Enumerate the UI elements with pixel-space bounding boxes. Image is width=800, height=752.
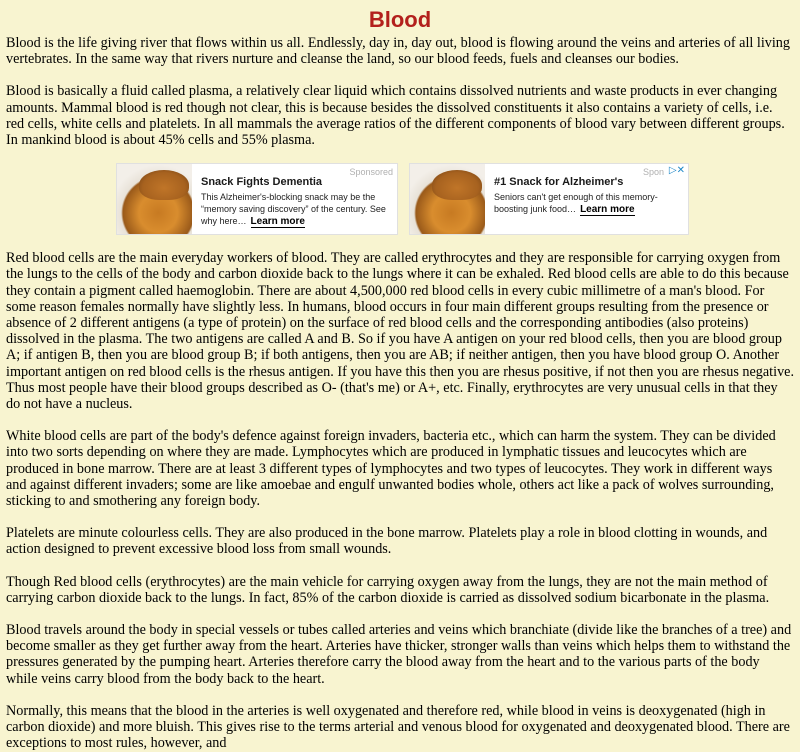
adchoices-icon[interactable]: ▷✕ — [668, 165, 685, 177]
paragraph-platelets: Platelets are minute colourless cells. They are also produced in the bone marrow. Platelets play a role in blood clotting in wounds, and action designed to prevent excessive blood loss from small wounds. — [6, 525, 768, 558]
ad-description-text: This Alzheimer's-blocking snack may be the “memory saving discovery” of the century. See why here… — [201, 192, 386, 227]
paragraph-oxygenation: Normally, this means that the blood in the arteries is well oxygenated and therefore red, while blood in veins is deoxygenated (high in carbon dioxide) and more bluish. This gives rise to the terms arterial and venous blood for oxygenated and deoxygenated blood. There are exceptions to most rules, however, and — [6, 702, 790, 752]
sponsored-label: Spon — [642, 167, 664, 178]
ad-image[interactable] — [410, 164, 485, 234]
paragraph-white-cells: White blood cells are part of the body's defence against foreign invaders, bacteria etc., which can harm the system. They can be divided into two sorts depending on where they are made. Lymphocytes which are produced in lymphatic tissues and leucocytes which are produced in bone marrow. There are at least 3 different types of lymphocytes and two types of leucocytes. They work in different ways and against different invaders; some are like amoebae and engulf unwanted bodies whole, others act like a pack of wolves surrounding, sticking to and smothering any foreign body. — [6, 428, 776, 510]
page — [0, 9, 800, 752]
paragraph-plasma: Blood is basically a fluid called plasma, a relatively clear liquid which contains dissolved nutrients and waste products in ever changing amounts. Mammal blood is red though not clear, this is because besides the dissolved constituents it also contains a variety of cells, i.e. red cells, white cells and platelets. In all mammals the average ratios of the different components of blood vary between different groups. In mankind blood is about 45% cells and 55% plasma. — [6, 83, 785, 149]
ad-description — [494, 191, 684, 216]
learn-more-link[interactable]: Learn more — [580, 204, 635, 216]
learn-more-link[interactable]: Learn more — [250, 216, 305, 228]
ad-description-text: Seniors can't get enough of this memory-boosting junk food… — [494, 192, 658, 215]
sponsored-ad[interactable] — [409, 163, 689, 235]
ad-title[interactable]: Snack Fights Dementia — [201, 176, 323, 189]
sponsored-ad[interactable] — [116, 163, 398, 235]
ad-image[interactable] — [117, 164, 192, 234]
paragraph-carbon-dioxide: Though Red blood cells (erythrocytes) are the main vehicle for carrying oxygen away from the lungs, they are not the main method of carrying carbon dioxide back to the lungs. In fact, 85% of the carbon dioxide is carried as dissolved sodium bicarbonate in the plasma. — [6, 573, 770, 606]
paragraph-arteries-veins: Blood travels around the body in special vessels or tubes called arteries and veins which branchiate (divide like the branches of a tree) and become smaller as they get further away from the heart. Arteries have thicker, stronger walls than veins which helps them to withstand the pressures generated by the pumping heart. Arteries therefore carry the blood away from the heart and to the various parts of the body while veins carry blood from the body back to the heart. — [6, 622, 792, 687]
ad-description — [201, 191, 391, 228]
paragraph-red-cells: Red blood cells are the main everyday workers of blood. They are called erythrocytes and they are responsible for carrying oxygen from the lungs to the cells of the body and carbon dioxide back to the lungs where it can be exhaled. Red blood cells are able to do this because they contain a pigment called haemoglobin. There are about 4,500,000 red blood cells in every cubic millimetre of a man's blood. For some reason females normally have slightly less. In humans, blood occurs in four main different groups resulting from the presence or absence of 2 different antigens (a type of protein) on the surface of red blood cells and the corresponding antibodies (also proteins) dissolved in the plasma. The two antigens are called A and B. So if you have A antigen on your red blood cells, then you are blood group A; if antigen B, then you are blood group B; if both antigens, then you are AB; if neither antigen, then you have blood group O. Another important antigen on red blood cells is the rhesus antigen. If you have this then you are rhesus positive, if not then you are rhesus negative. Thus most people have their blood groups described as O- (that's me) or A+, etc. Finally, erythrocytes are very unusual cells in that they do not have a nucleus. — [6, 250, 795, 413]
ad-title[interactable]: #1 Snack for Alzheimer's — [494, 176, 624, 189]
ad-row — [6, 163, 794, 235]
page-title: Blood — [368, 7, 432, 32]
sponsored-label: Sponsored — [349, 167, 393, 178]
paragraph-intro: Blood is the life giving river that flows within us all. Endlessly, day in, day out, blood is flowing around the veins and arteries of all living vertebrates. In the same way that rivers nurture and cleanse the land, so our blood feeds, fuels and cleanses our bodies. — [6, 35, 790, 68]
